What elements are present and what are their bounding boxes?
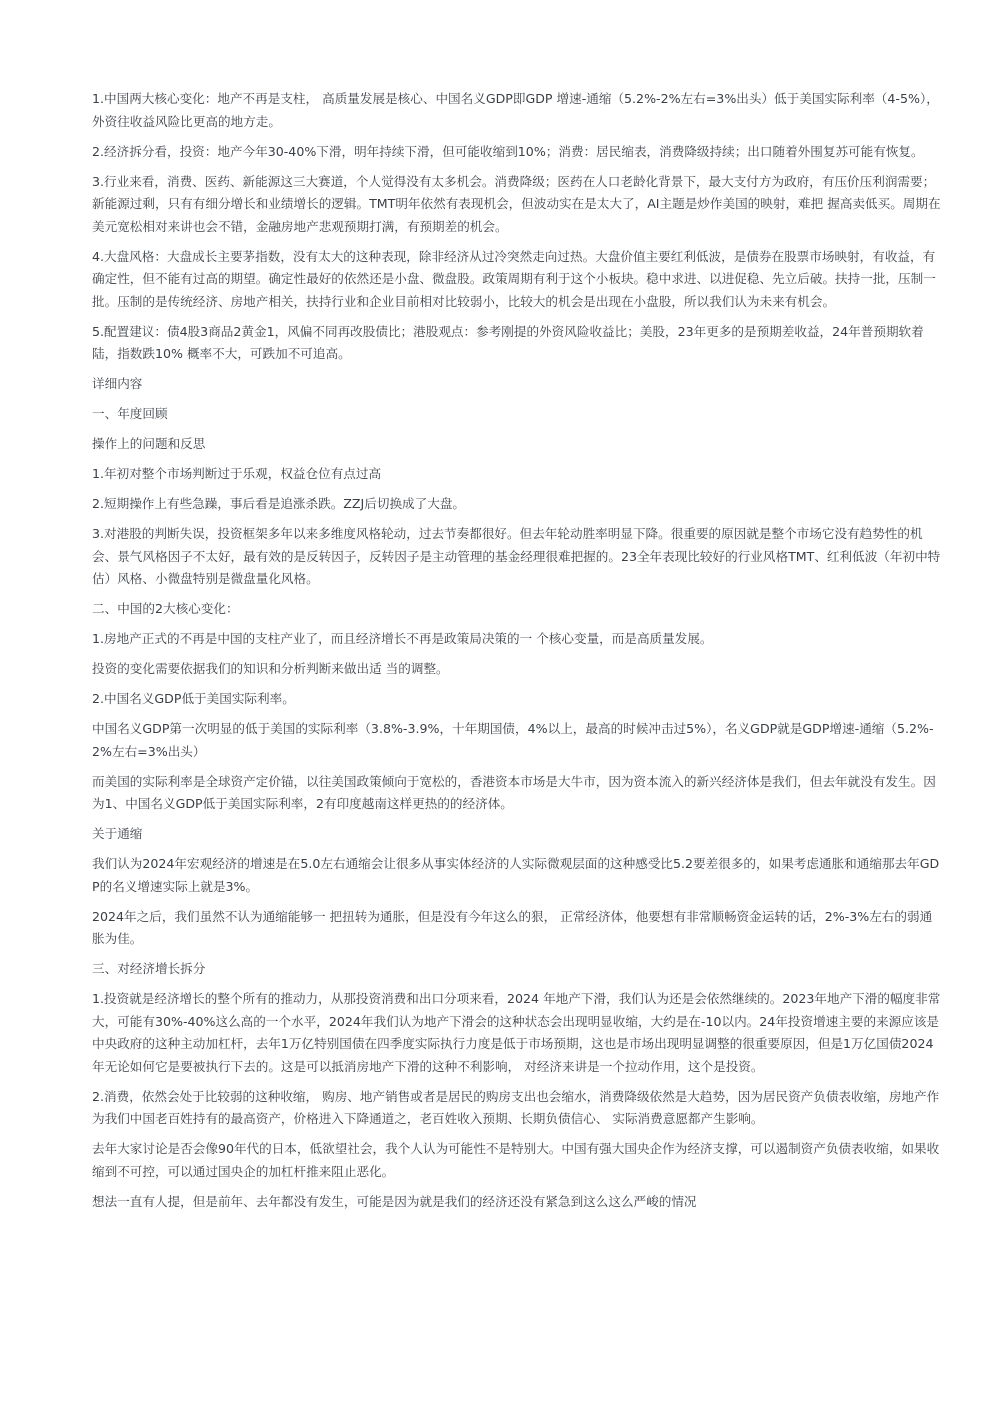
section-heading-details: 详细内容 bbox=[92, 376, 143, 391]
review-point-2: 2.短期操作上有些急躁，事后看是追涨杀跌。ZZJ后切换成了大盘。 bbox=[92, 496, 466, 511]
subheading-operations-reflection: 操作上的问题和反思 bbox=[92, 436, 206, 451]
summary-point-4: 4.大盘风格：大盘成长主要茅指数，没有太大的这种表现，除非经济从过冷突然走向过热。大盘价值主要红利低波，是债券在股票市场映射，有收益，有确定性，但不能有过高的期望。确定性最好的依然还是小盘、微盘股。政策周期有利于这个小板块。稳中求进、以进促稳、先立后破。扶持一批，压制一批。压制的是传统经济、房地产相关，扶持行业和企业目前相对比较弱小，比较大的机会是出现在小盘股，所以我们认为未来有机会。 bbox=[92, 248, 936, 309]
core-change-2: 2.中国名义GDP低于美国实际利率。 bbox=[92, 691, 295, 706]
review-point-3: 3.对港股的判断失误，投资框架多年以来多维度风格轮动，过去节奏都很好。但去年轮动胜率明显下降。很重要的原因就是整个市场它没有趋势性的机会、景气风格因子不太好，最有效的是反转因子，反转因子是主动管理的基金经理很难把握的。23全年表现比较好的行业风格TMT、红利低波（年初中特估）风格、小微盘特别是微盘量化风格。 bbox=[92, 526, 941, 586]
section-heading-core-changes: 二、中国的2大核心变化： bbox=[92, 601, 239, 616]
growth-consumption: 2.消费，依然会处于比较弱的这种收缩， 购房、地产销售或者是居民的购房支出也会缩水，消费降级依然是大趋势，因为居民资产负债表收缩，房地产作为我们中国老百姓持有的最高资产，价格进入下降通道之，老百姓收入预期、长期负债信心、 实际消费意愿都产生影响。 bbox=[92, 1088, 940, 1126]
growth-investment: 1.投资就是经济增长的整个所有的推动力，从那投资消费和出口分项来看，2024 年地产下滑，我们认为还是会依然继续的。2023年地产下滑的幅度非常大，可能有30%-40%这么高的一个水平，2024年我们认为地产下滑会的这种状态会出现明显收缩，大约是在-10以内。24年投资增速主要的来源应该是中央政府的这种主动加杠杆，去年1万亿特别国债在四季度实际执行力度是低于市场预期，这也是市场出现明显调整的很重要原因，但是1万亿国债2024年无论如何它是要被执行下去的。这是可以抵消房地产下滑的这种不利影响， 对经济来讲是一个拉动作用，这个是投资。 bbox=[92, 991, 941, 1074]
deflation-paragraph-2: 2024年之后，我们虽然不认为通缩能够一 把扭转为通胀，但是没有今年这么的狠， 正常经济体，他要想有非常顺畅资金运转的话，2%-3%左右的弱通胀为佳。 bbox=[92, 908, 933, 946]
summary-point-2: 2.经济拆分看，投资：地产今年30-40%下滑，明年持续下滑，但可能收缩到10%；消费：居民缩表，消费降级持续；出口随着外围复苏可能有恢复。 bbox=[92, 143, 924, 159]
section-heading-growth-breakdown: 三、对经济增长拆分 bbox=[92, 961, 206, 976]
summary-point-3: 3.行业来看，消费、医药、新能源这三大赛道，个人觉得没有太多机会。消费降级；医药在人口老龄化背景下，最大支付方为政府，有压价压利润需要；新能源过剩，只有有细分增长和业绩增长的逻辑。TMT明年依然有表现机会，但波动实在是太大了，AI主题是炒作美国的映射，难把 握高卖低买。周期在美元宽松相对来讲也会不错，金融房地产悲观预期打满，有预期差的机会。 bbox=[92, 173, 941, 234]
core-change-2-detail: 中国名义GDP第一次明显的低于美国的实际利率（3.8%-3.9%，十年期国债，4%以上，最高的时候冲击过5%），名义GDP就是GDP增速-通缩（5.2%-2%左右=3%出头） bbox=[92, 721, 934, 759]
growth-japan-comparison: 去年大家讨论是否会像90年代的日本，低欲望社会，我个人认为可能性不是特别大。中国有强大国央企作为经济支撑，可以遏制资产负债表收缩，如果收缩到不可控，可以通过国央企的加杠杆推来阻止恶化。 bbox=[92, 1141, 940, 1179]
core-change-1-note: 投资的变化需要依据我们的知识和分析判断来做出适 当的调整。 bbox=[92, 661, 449, 676]
subheading-deflation: 关于通缩 bbox=[92, 826, 143, 841]
section-heading-annual-review: 一、年度回顾 bbox=[92, 406, 168, 421]
core-change-1: 1.房地产正式的不再是中国的支柱产业了，而且经济增长不再是政策局决策的一 个核心变量，而是高质量发展。 bbox=[92, 631, 713, 646]
core-change-2-explanation: 而美国的实际利率是全球资产定价锚，以往美国政策倾向于宽松的，香港资本市场是大牛市，因为资本流入的新兴经济体是我们，但去年就没有发生。因为1、中国名义GDP低于美国实际利率，2有印度越南这样更热的的经济体。 bbox=[92, 773, 936, 811]
deflation-paragraph-1: 我们认为2024年宏观经济的增速是在5.0左右通缩会让很多从事实体经济的人实际微观层面的这种感受比5.2要差很多的，如果考虑通胀和通缩那去年GDP的名义增速实际上就是3%。 bbox=[92, 856, 940, 894]
summary-point-1: 1.中国两大核心变化：地产不再是支柱， 高质量发展是核心、中国名义GDP即GDP 增速-通缩（5.2%-2%左右=3%出头）低于美国实际利率（4-5%），外资往收益风险比更高的地方走。 bbox=[92, 91, 939, 129]
review-point-1: 1.年初对整个市场判断过于乐观，权益仓位有点过高 bbox=[92, 466, 382, 481]
summary-point-5: 5.配置建议：债4股3商品2黄金1，风偏不同再改股债比；港股观点：参考刚提的外资风险收益比；美股，23年更多的是预期差收益，24年普预期软着陆，指数跌10% 概率不大，可跌加不可追高。 bbox=[92, 323, 924, 361]
growth-closing-note: 想法一直有人提，但是前年、去年都没有发生，可能是因为就是我们的经济还没有紧急到这么这么严峻的情况 bbox=[92, 1193, 697, 1209]
